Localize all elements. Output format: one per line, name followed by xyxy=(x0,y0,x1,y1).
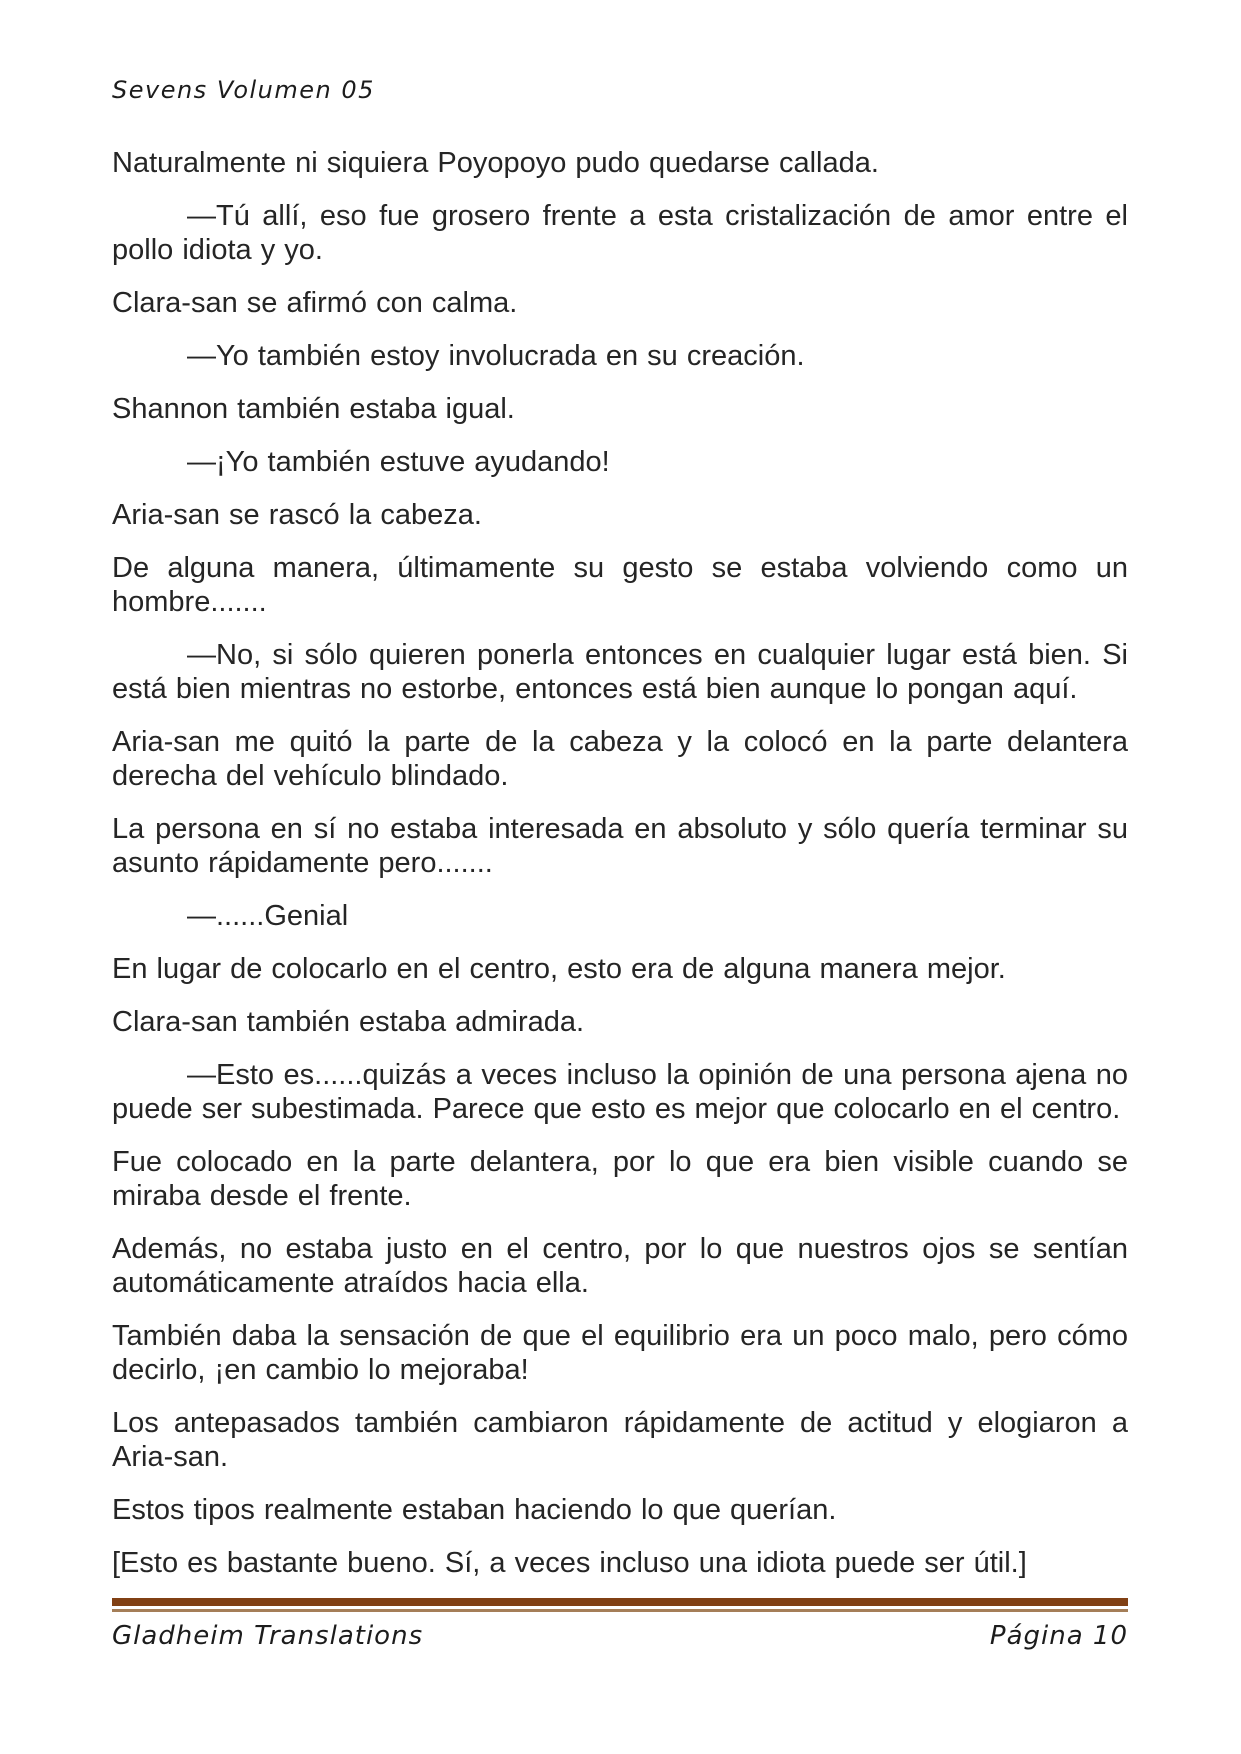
paragraph: Shannon también estaba igual. xyxy=(112,393,515,425)
page-footer xyxy=(112,1598,1128,1651)
paragraph: También daba la sensación de que el equilibrio era un poco malo, pero cómo decirlo, ¡en cambio lo mejoraba! xyxy=(112,1320,1128,1386)
paragraph: En lugar de colocarlo en el centro, esto era de alguna manera mejor. xyxy=(112,953,1006,985)
paragraph: Los antepasados también cambiaron rápidamente de actitud y elogiaron a Aria-san. xyxy=(112,1407,1128,1473)
footer-rule-thin xyxy=(112,1609,1128,1612)
paragraph: Fue colocado en la parte delantera, por lo que era bien visible cuando se miraba desde el frente. xyxy=(112,1146,1128,1212)
footer-rule-thick xyxy=(112,1598,1128,1606)
paragraph: De alguna manera, últimamente su gesto se estaba volviendo como un hombre....... xyxy=(112,552,1128,618)
dialogue-paragraph: —No, si sólo quieren ponerla entonces en cualquier lugar está bien. Si está bien mientras no estorbe, entonces está bien aunque lo pongan aquí. xyxy=(112,639,1128,705)
paragraph: La persona en sí no estaba interesada en absoluto y sólo quería terminar su asunto rápidamente pero....... xyxy=(112,813,1128,879)
dialogue-paragraph: —Esto es......quizás a veces incluso la opinión de una persona ajena no puede ser subestimada. Parece que esto es mejor que colocarlo en el centro. xyxy=(112,1059,1128,1125)
paragraph: [Esto es bastante bueno. Sí, a veces incluso una idiota puede ser útil.] xyxy=(112,1547,1027,1579)
paragraph: Aria-san se rascó la cabeza. xyxy=(112,499,482,531)
paragraph: Clara-san también estaba admirada. xyxy=(112,1006,585,1038)
footer-text-row xyxy=(112,1621,1128,1651)
paragraph: Clara-san se afirmó con calma. xyxy=(112,287,518,319)
dialogue-paragraph: —......Genial xyxy=(187,900,349,932)
paragraph: Aria-san me quitó la parte de la cabeza y la colocó en la parte delantera derecha del vehículo blindado. xyxy=(112,726,1128,792)
footer-page-number: Página 10 xyxy=(989,1621,1128,1651)
footer-translator-credit: Gladheim Translations xyxy=(112,1621,424,1651)
paragraph: Además, no estaba justo en el centro, por lo que nuestros ojos se sentían automáticamente atraídos hacia ella. xyxy=(112,1233,1128,1299)
dialogue-paragraph: —Yo también estoy involucrada en su creación. xyxy=(187,340,805,372)
header-title: Sevens Volumen 05 xyxy=(112,76,375,104)
footer-rule xyxy=(112,1598,1128,1612)
paragraph: Naturalmente ni siquiera Poyopoyo pudo quedarse callada. xyxy=(112,147,879,179)
dialogue-paragraph: —Tú allí, eso fue grosero frente a esta cristalización de amor entre el pollo idiota y yo. xyxy=(112,200,1128,266)
document-body xyxy=(112,146,1128,1599)
paragraph: Estos tipos realmente estaban haciendo lo que querían. xyxy=(112,1494,837,1526)
dialogue-paragraph: —¡Yo también estuve ayudando! xyxy=(187,446,610,478)
page-header xyxy=(112,76,1128,104)
